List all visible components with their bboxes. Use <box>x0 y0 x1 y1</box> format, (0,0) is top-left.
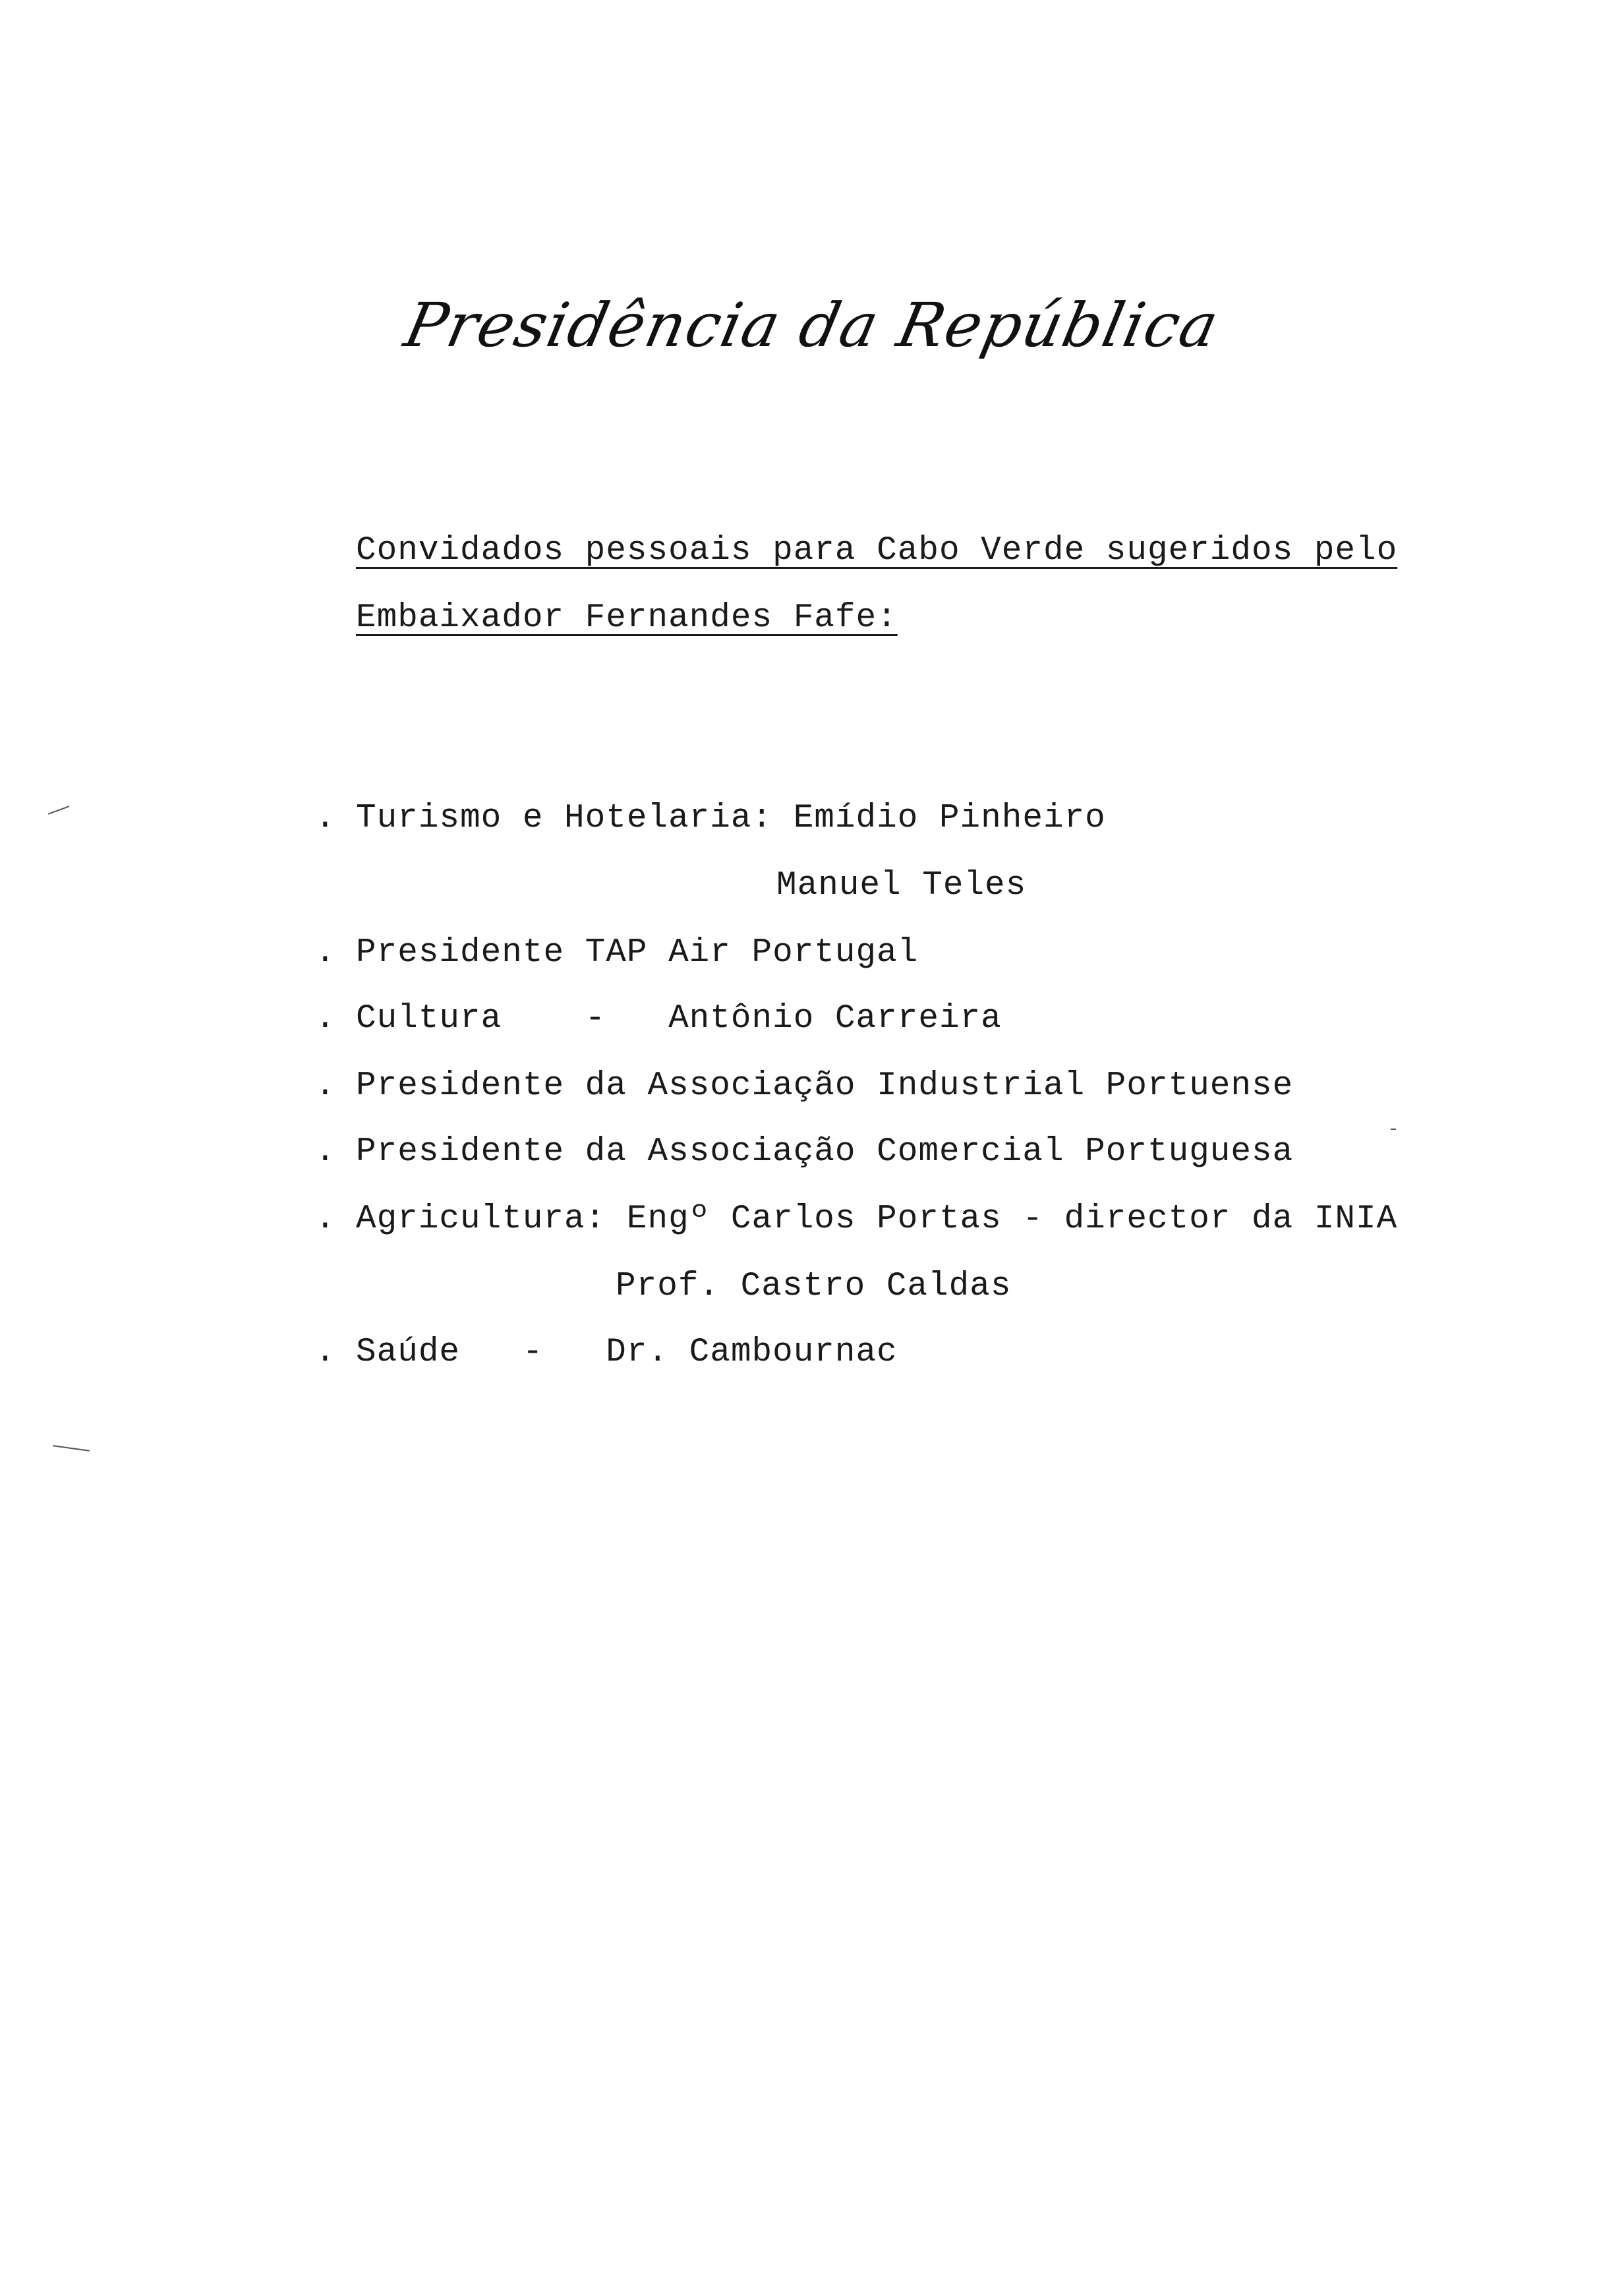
scan-mark <box>1391 1129 1396 1130</box>
list-bullet: . <box>315 1000 335 1038</box>
list-item-industrial: Presidente da Associação Industrial Portuense <box>356 1067 1294 1105</box>
scan-mark <box>53 1445 90 1452</box>
list-item-agriculture-cont: Prof. Castro Caldas <box>616 1268 1012 1305</box>
list-bullet: . <box>315 800 335 837</box>
list-bullet: . <box>315 1334 335 1371</box>
list-bullet: . <box>315 934 335 972</box>
list-item-tourism-cont: Manuel Teles <box>776 867 1027 904</box>
heading-line-1: Convidados pessoais para Cabo Verde sugeridos pelo <box>356 532 1398 570</box>
list-item-culture: Cultura - Antônio Carreira <box>356 1000 1002 1038</box>
list-item-health: Saúde - Dr. Cambournac <box>356 1334 898 1371</box>
list-bullet: . <box>315 1200 335 1238</box>
list-item-commercial: Presidente da Associação Comercial Portuguesa <box>356 1133 1294 1171</box>
heading-line-2: Embaixador Fernandes Fafe: <box>356 599 898 637</box>
list-item-tourism: Turismo e Hotelaria: Emídio Pinheiro <box>356 800 1106 837</box>
list-bullet: . <box>315 1133 335 1171</box>
list-item-agriculture: Agricultura: Engº Carlos Portas - director da INIA <box>356 1200 1398 1238</box>
letterhead-script: Presidência da República <box>398 290 1226 361</box>
list-bullet: . <box>315 1067 335 1105</box>
scan-mark <box>48 806 70 815</box>
list-item-tap: Presidente TAP Air Portugal <box>356 934 919 972</box>
